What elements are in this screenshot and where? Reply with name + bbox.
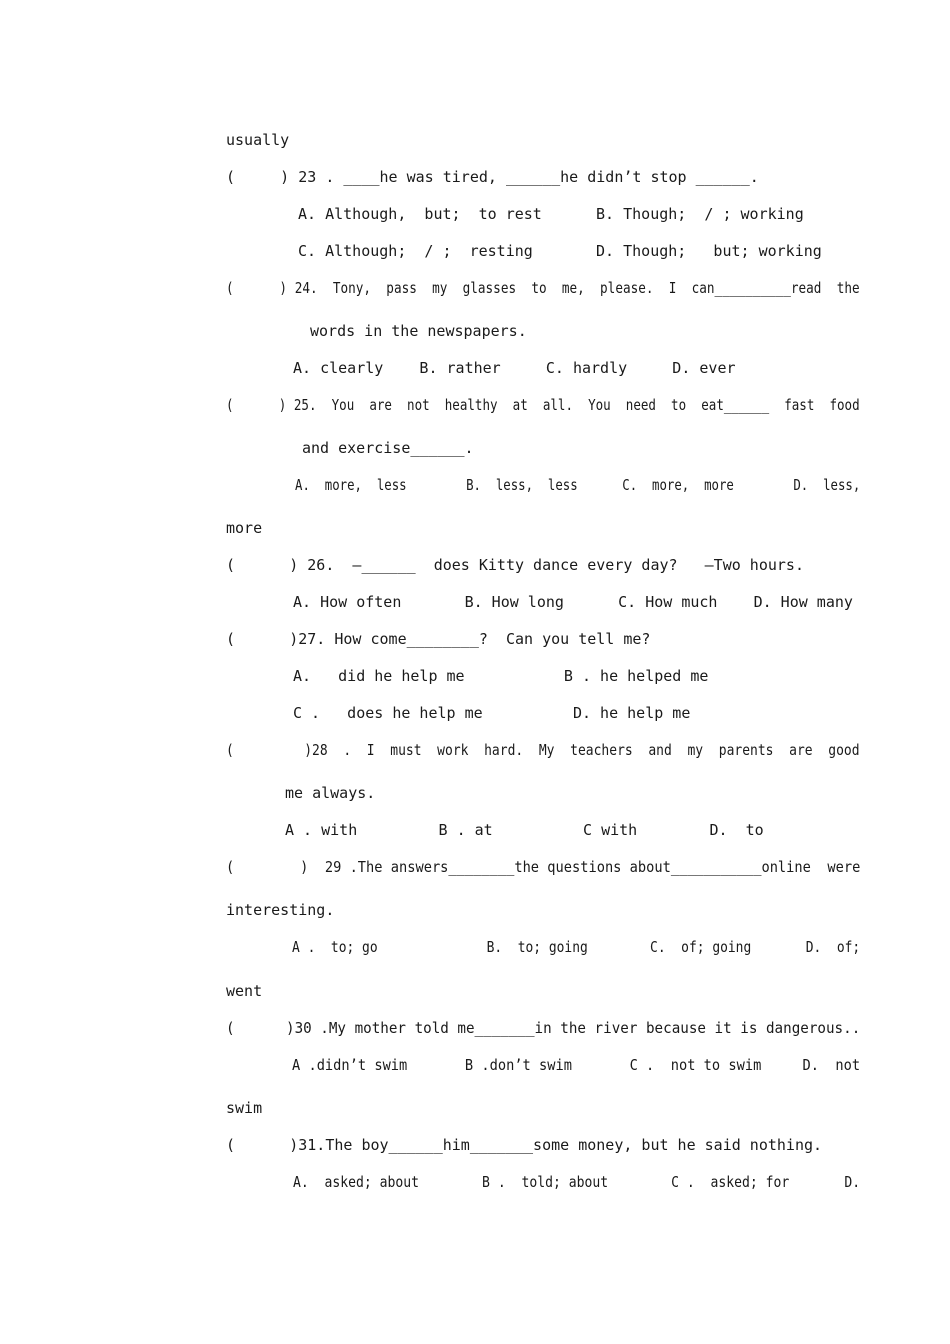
options-line: A. more, less B. less, less C. more, more D. less, (295, 476, 861, 494)
options-line: A. clearly B. rather C. hardly D. ever (293, 359, 736, 377)
options-line: A . to; go B. to; going C. of; going D. of; (292, 938, 861, 956)
question-24: ( ) 24. Tony, pass my glasses to me, please. I can__________read the (226, 279, 860, 297)
question-29: ( ) 29 .The answers________the questions about___________online were (226, 858, 861, 876)
question-23: ( ) 23 . ____he was tired, ______he didn’t stop ______. (226, 168, 759, 186)
text-line: words in the newspapers. (310, 322, 527, 340)
text-line: usually (226, 131, 290, 149)
question-25: ( ) 25. You are not healthy at all. You need to eat______ fast food (226, 396, 860, 414)
question-26: ( ) 26. —______ does Kitty dance every day? —Two hours. (226, 556, 804, 574)
options-line: A. asked; about B . told; about C . asked; for D. (293, 1173, 861, 1191)
text-line: more (226, 519, 263, 537)
options-line: C. Although; / ; resting D. Though; but; working (298, 242, 822, 260)
text-line: swim (226, 1099, 263, 1117)
options-line: A. How often B. How long C. How much D. How many (293, 593, 853, 611)
options-line: A .didn’t swim B .don’t swim C . not to swim D. not (292, 1056, 861, 1074)
options-line: A. Although, but; to rest B. Though; / ; working (298, 205, 804, 223)
question-28: ( )28 . I must work hard. My teachers and my parents are good (226, 741, 860, 759)
text-line: interesting. (226, 901, 335, 919)
question-30: ( )30 .My mother told me_______in the river because it is dangerous.. (226, 1019, 861, 1037)
options-line: A. did he help me B . he helped me (293, 667, 709, 685)
options-line: C . does he help me D. he help me (293, 704, 691, 722)
text-line: me always. (285, 784, 376, 802)
question-27: ( )27. How come________? Can you tell me? (226, 630, 651, 648)
options-line: A . with B . at C with D. to (285, 821, 764, 839)
text-line: went (226, 982, 263, 1000)
question-31: ( )31.The boy______him_______some money, but he said nothing. (226, 1136, 823, 1154)
text-line: and exercise______. (302, 439, 474, 457)
